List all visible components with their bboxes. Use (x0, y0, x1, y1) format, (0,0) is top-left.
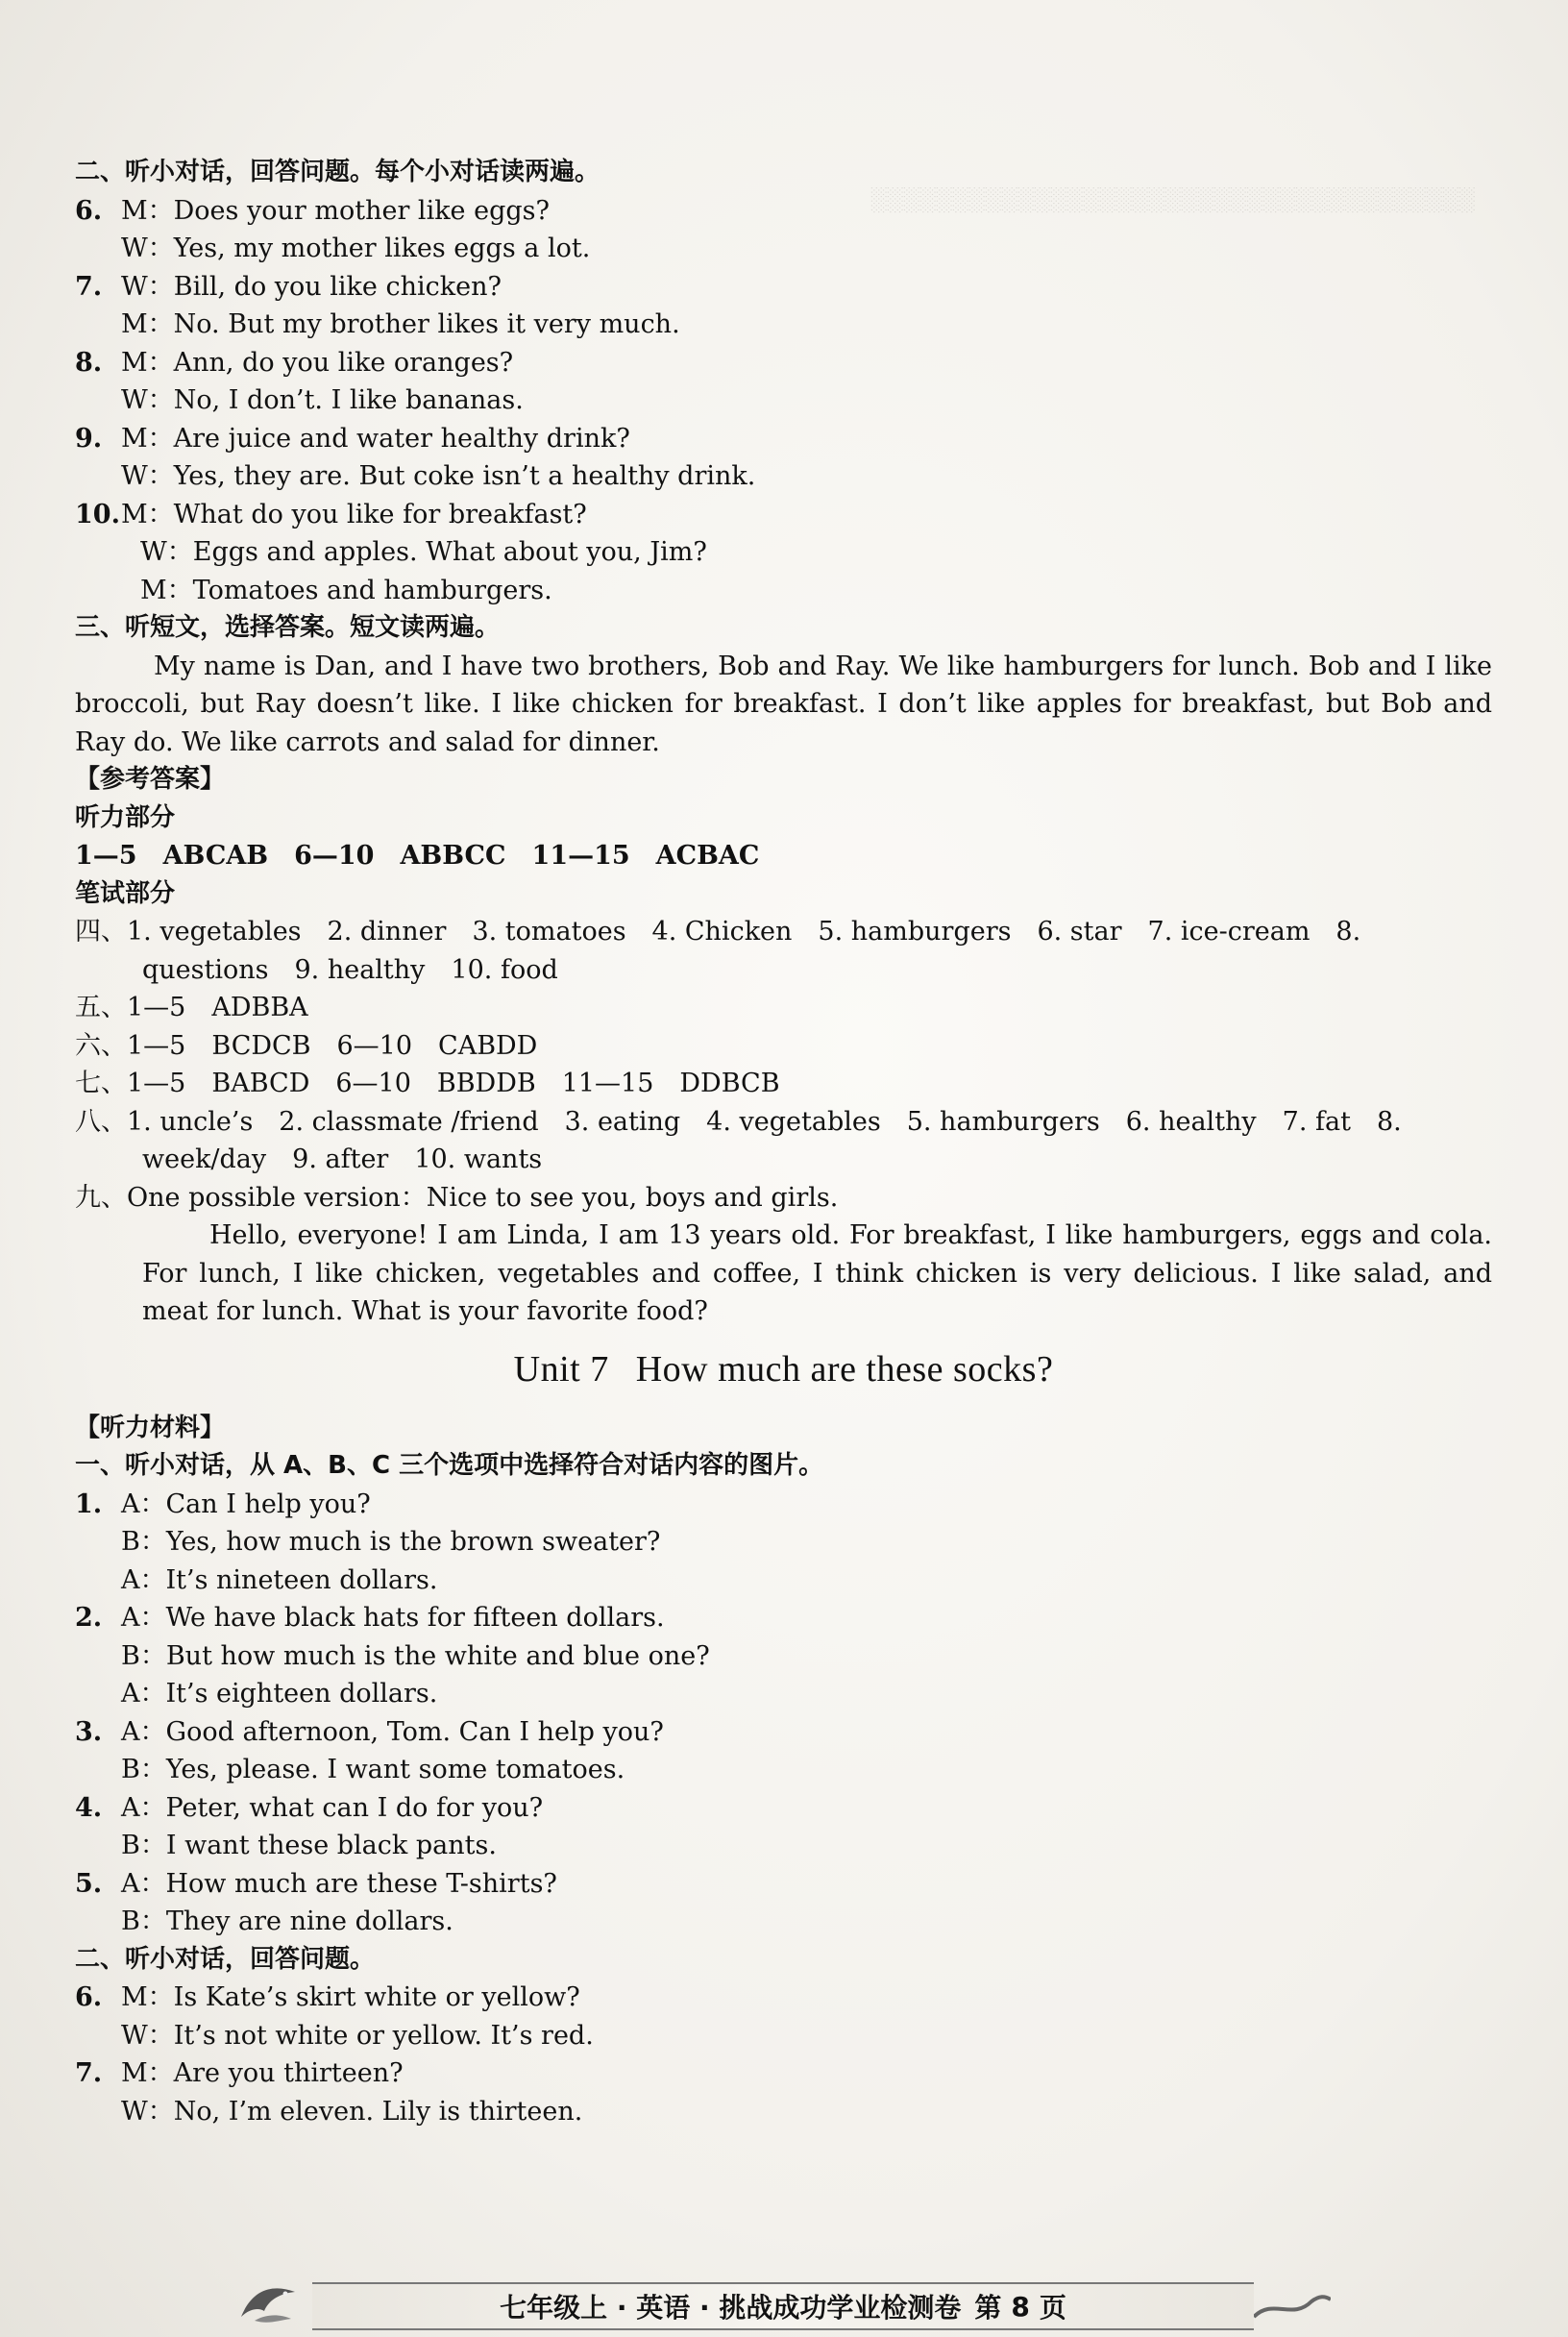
bleed-through-texture: ░░░░░░░░░░░░░░░░░░░░░░░░░░░░░░░░░░░░░ (870, 187, 1476, 212)
dialog-line (75, 381, 1492, 420)
answer-row-5: 五、1—5 ADBBA (75, 993, 308, 1022)
dialog-number: 3. (75, 1716, 103, 1747)
speaker-label: A： (121, 1603, 166, 1633)
answers-heading: 【参考答案】 (75, 765, 226, 794)
footer-page-prefix: 第 (974, 2292, 1002, 2324)
speaker-label: A： (121, 1792, 166, 1823)
materials-heading: 【听力材料】 (75, 1413, 226, 1442)
speaker-label: A： (121, 1488, 166, 1519)
sample-essay: Hello, everyone! I am Linda, I am 13 years old. For breakfast, I like hamburgers, eggs and cola. For lunch, I like chicken, vegetables and coffee, I think chicken is very delicious. I like salad, and meat for lunch. What is your favorite food? (142, 1220, 1492, 1326)
dialog-line (75, 192, 1492, 231)
speaker-text: I want these black pants. (165, 1831, 497, 1860)
speaker-text: But how much is the white and blue one? (165, 1640, 710, 1671)
dialog-line (75, 1903, 1492, 1941)
dialog-number: 7. (75, 271, 103, 302)
speaker-label: M： (121, 423, 174, 454)
speaker-text: They are nine dollars. (165, 1906, 453, 1936)
speaker-label: M： (121, 1982, 174, 2012)
speaker-text: What do you like for breakfast? (173, 499, 587, 529)
speaker-label: M： (121, 2058, 174, 2088)
speaker-text: It’s eighteen dollars. (165, 1679, 438, 1709)
page-footer (312, 2282, 1254, 2330)
footer-page-number: 8 (1011, 2290, 1030, 2323)
speaker-label: B： (121, 1831, 166, 1860)
dialog-line (75, 2093, 1492, 2131)
speaker-label: W： (121, 385, 174, 415)
dialog-number: 6. (75, 195, 103, 226)
unit-name: How much are these socks? (635, 1348, 1054, 1390)
speaker-text: No, I don’t. I like bananas. (173, 385, 524, 415)
speaker-text: How much are these T-shirts? (165, 1868, 557, 1899)
dialog-line (75, 457, 1492, 496)
wave-decoration-icon (1254, 2288, 1331, 2325)
speaker-text: Peter, what can I do for you? (165, 1792, 544, 1823)
speaker-label: W： (121, 2020, 174, 2051)
speaker-label: M： (121, 195, 174, 226)
dialog-line (75, 1562, 1492, 1600)
speaker-label: W： (121, 461, 174, 491)
speaker-text: Yes, my mother likes eggs a lot. (173, 234, 591, 263)
dialog-line (75, 344, 1492, 382)
dialog-line (75, 1713, 1492, 1752)
speaker-text: Can I help you? (165, 1488, 371, 1519)
answer-row-4-cont: questions 9. healthy 10. food (142, 954, 558, 985)
speaker-text: It’s nineteen dollars. (165, 1564, 438, 1595)
dialog-line (75, 1523, 1492, 1562)
section-heading-2: 二、听小对话，回答问题。每个小对话读两遍。 (75, 158, 600, 186)
listening-part-heading: 听力部分 (75, 802, 176, 832)
speaker-label: B： (121, 1640, 166, 1671)
speaker-text: Are you thirteen? (173, 2058, 404, 2088)
listening-answers: 1—5 ABCAB 6—10 ABBCC 11—15 ACBAC (75, 841, 760, 871)
dialog-line (75, 1599, 1492, 1637)
speaker-label: W： (121, 2096, 174, 2127)
speaker-label: B： (121, 1527, 166, 1557)
dialog-line (75, 1865, 1492, 1904)
dialog-number: 5. (75, 1868, 103, 1899)
answer-row-7: 七、1—5 BABCD 6—10 BBDDB 11—15 DDBCB (75, 1069, 780, 1098)
dialog-group-a (75, 192, 1492, 610)
swallow-logo-icon (235, 2278, 303, 2332)
answer-row-8: 八、1. uncle’s 2. classmate /friend 3. eating 4. vegetables 5. hamburgers 6. healthy 7. fat 8. (75, 1106, 1402, 1137)
dialog-line (75, 2017, 1492, 2055)
speaker-text: Yes, please. I want some tomatoes. (165, 1755, 625, 1784)
dialog-number: 9. (75, 423, 103, 454)
unit-number: Unit 7 (513, 1348, 609, 1390)
dialog-number: 8. (75, 347, 103, 378)
footer-book-title: 七年级上 · 英语 · 挑战成功学业检测卷 (500, 2292, 962, 2324)
dialog-line (75, 1486, 1492, 1524)
speaker-text: Good afternoon, Tom. Can I help you? (165, 1716, 664, 1747)
speaker-text: Is Kate’s skirt white or yellow? (173, 1982, 580, 2012)
listening-passage: My name is Dan, and I have two brothers, Bob and Ray. We like hamburgers for lunch. Bob and I like broccoli, but Ray doesn’t like. I like chicken for breakfast. I don’t like apples for breakfast, but Bob and Ray do. We like carrots and salad for dinner. (75, 651, 1492, 757)
speaker-text: Eggs and apples. What about you, Jim? (192, 537, 707, 567)
dialog-line (75, 2054, 1492, 2093)
dialog-line (75, 496, 1492, 534)
page-content (75, 154, 1492, 2130)
dialog-line (75, 1637, 1492, 1676)
unit-title (75, 1335, 1492, 1404)
speaker-text: No, I’m eleven. Lily is thirteen. (173, 2096, 583, 2127)
speaker-label: W： (140, 537, 193, 567)
speaker-label: A： (121, 1679, 166, 1709)
speaker-text: No. But my brother likes it very much. (173, 309, 680, 339)
answer-row-6: 六、1—5 BCDCB 6—10 CABDD (75, 1030, 538, 1061)
dialog-line (75, 533, 1492, 572)
dialog-line (75, 420, 1492, 458)
speaker-text: Yes, how much is the brown sweater? (165, 1527, 661, 1557)
speaker-text: Are juice and water healthy drink? (173, 423, 630, 454)
speaker-label: W： (121, 271, 174, 302)
written-part-heading: 笔试部分 (75, 878, 176, 908)
dialog-line (75, 1789, 1492, 1828)
dialog-line (75, 1827, 1492, 1865)
dialog-line (75, 268, 1492, 307)
speaker-label: A： (121, 1868, 166, 1899)
speaker-label: M： (121, 309, 174, 339)
dialog-number: 1. (75, 1488, 103, 1519)
speaker-label: B： (121, 1906, 166, 1936)
answer-row-4: 四、1. vegetables 2. dinner 3. tomatoes 4. Chicken 5. hamburgers 6. star 7. ice-cream 8. (75, 917, 1361, 947)
speaker-text: Does your mother like eggs? (173, 195, 550, 226)
speaker-label: M： (121, 499, 174, 529)
speaker-label: A： (121, 1564, 166, 1595)
dialog-number: 7. (75, 2058, 103, 2088)
dialog-group-c (75, 1979, 1492, 2130)
dialog-number: 4. (75, 1792, 103, 1823)
section-heading-1: 一、听小对话，从 A、B、C 三个选项中选择符合对话内容的图片。 (75, 1451, 824, 1480)
speaker-text: We have black hats for fifteen dollars. (165, 1603, 665, 1633)
speaker-label: M： (140, 575, 193, 605)
dialog-number: 6. (75, 1982, 103, 2012)
dialog-line (75, 572, 1492, 610)
section-heading-3: 三、听短文，选择答案。短文读两遍。 (75, 613, 501, 642)
dialog-line (75, 1979, 1492, 2017)
speaker-text: Yes, they are. But coke isn’t a healthy drink. (173, 461, 756, 491)
answer-row-9-label: 九、One possible version：Nice to see you, boys and girls. (75, 1182, 839, 1213)
speaker-text: Bill, do you like chicken? (173, 271, 502, 302)
dialog-line (75, 306, 1492, 344)
footer-page-suffix: 页 (1039, 2292, 1066, 2324)
speaker-label: W： (121, 234, 174, 263)
dialog-number: 2. (75, 1603, 103, 1633)
speaker-label: A： (121, 1716, 166, 1747)
speaker-text: Ann, do you like oranges? (173, 347, 514, 378)
dialog-line (75, 1751, 1492, 1789)
dialog-line (75, 230, 1492, 268)
speaker-text: Tomatoes and hamburgers. (192, 575, 552, 605)
answer-row-8-cont: week/day 9. after 10. wants (142, 1144, 543, 1174)
speaker-label: M： (121, 347, 174, 378)
dialog-group-b (75, 1486, 1492, 1941)
section-heading-2b: 二、听小对话，回答问题。 (75, 1944, 376, 1974)
speaker-label: B： (121, 1755, 166, 1784)
dialog-number: 10. (75, 499, 120, 529)
dialog-line (75, 1675, 1492, 1713)
speaker-text: It’s not white or yellow. It’s red. (173, 2020, 594, 2051)
